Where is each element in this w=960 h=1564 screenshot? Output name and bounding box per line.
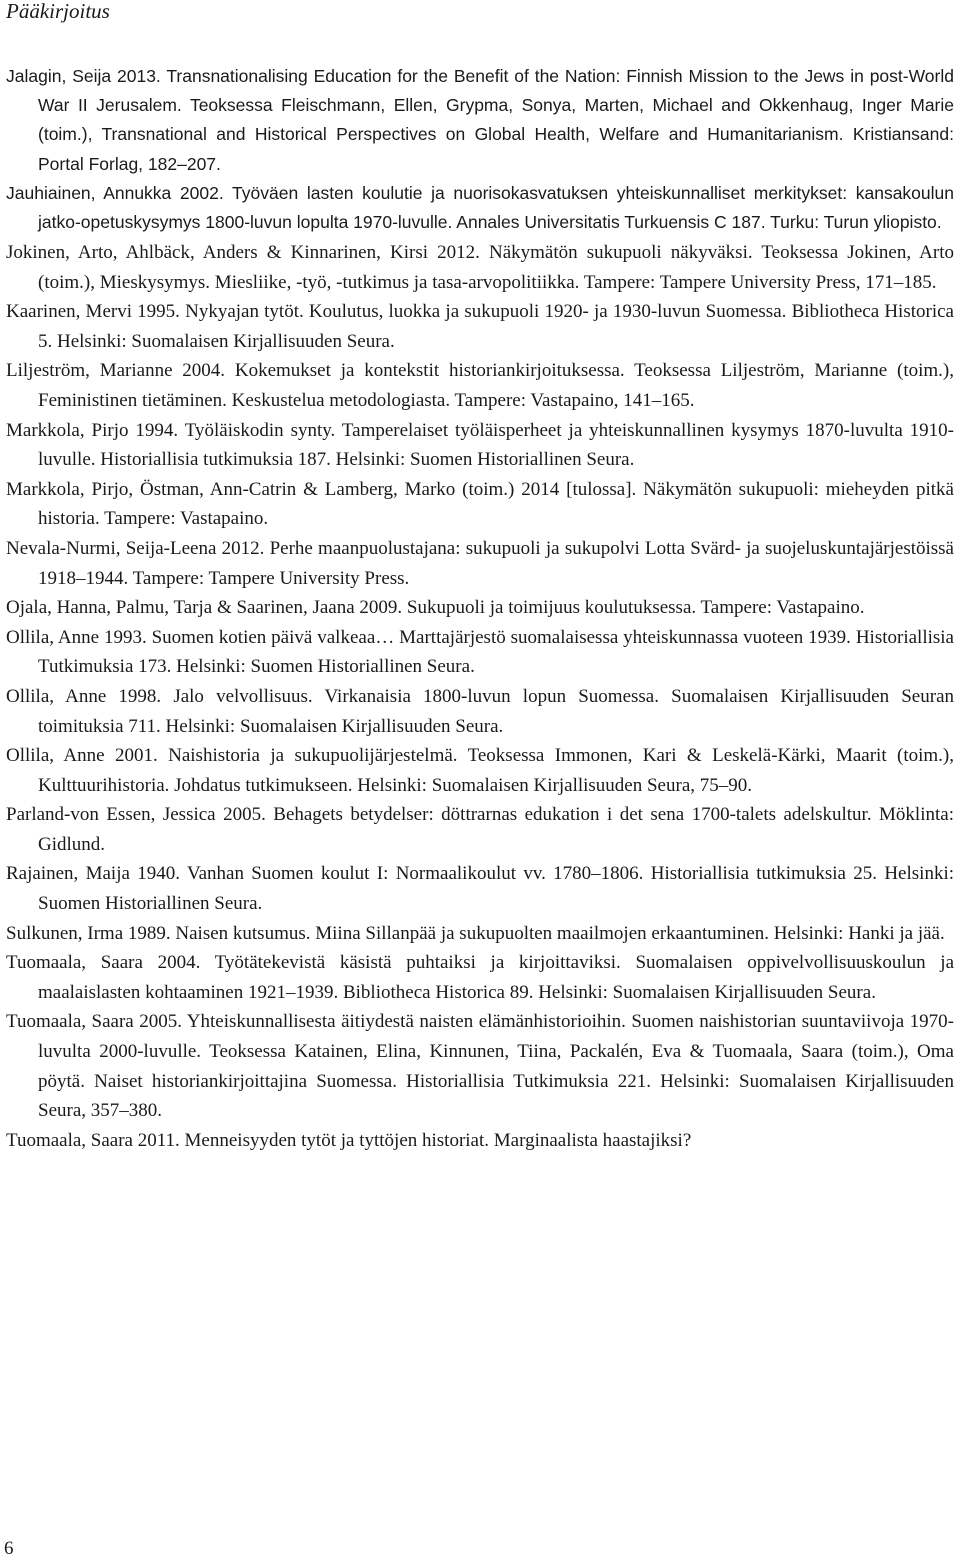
reference-entry: Ollila, Anne 1998. Jalo velvollisuus. Virkanaisia 1800-luvun lopun Suomessa. Suomalaisen Kirjallisuuden Seuran toimituksia 711. Helsinki: Suomalaisen Kirjallisuuden Seura.: [6, 685, 954, 737]
reference-list: [6, 62, 954, 1155]
reference-entry: Tuomaala, Saara 2004. Työtätekevistä käsistä puhtaiksi ja kirjoittaviksi. Suomalaisen oppivelvollisuuskoulun ja maalaislasten kohtaaminen 1921–1939. Bibliotheca Historica 89. Helsinki: Suomalaisen Kirjallisuuden Seura.: [6, 952, 954, 1003]
reference-entry: Kaarinen, Mervi 1995. Nykyajan tytöt. Koulutus, luokka ja sukupuoli 1920- ja 1930-luvun Suomessa. Bibliotheca Historica 5. Helsinki: Suomalaisen Kirjallisuuden Seura.: [6, 301, 954, 352]
reference-entry: Ollila, Anne 1993. Suomen kotien päivä valkeaa… Marttajärjestö suomalaisessa yhteiskunnassa vuoteen 1939. Historiallisia Tutkimuksia 173. Helsinki: Suomen Historiallinen Seura.: [6, 626, 954, 678]
reference-entry: Liljeström, Marianne 2004. Kokemukset ja kontekstit historiankirjoituksessa. Teoksessa Liljeström, Marianne (toim.), Feministinen tietäminen. Keskustelua metodologiasta. Tampere: Vastapaino, 141–165.: [6, 360, 954, 411]
reference-entry: Markkola, Pirjo, Östman, Ann-Catrin & Lamberg, Marko (toim.) 2014 [tulossa]. Näkymätön sukupuoli: mieheyden pitkä historia. Tampere: Vastapaino.: [6, 478, 954, 530]
reference-entry: Ollila, Anne 2001. Naishistoria ja sukupuolijärjestelmä. Teoksessa Immonen, Kari & Leskelä-Kärki, Maarit (toim.), Kulttuurihistoria. Johdatus tutkimukseen. Helsinki: Suomalaisen Kirjallisuuden Seura, 75–90.: [6, 745, 954, 796]
reference-entry: Markkola, Pirjo 1994. Työläiskodin synty. Tamperelaiset työläisperheet ja yhteiskunnallinen kysymys 1870-luvulta 1910-luvulle. Historiallisia tutkimuksia 187. Helsinki: Suomen Historiallinen Seura.: [6, 419, 954, 471]
reference-entry: Parland-von Essen, Jessica 2005. Behagets betydelser: döttrarnas edukation i det sena 1700-talets adelskultur. Möklinta: Gidlund.: [6, 804, 954, 855]
reference-entry: Nevala-Nurmi, Seija-Leena 2012. Perhe maanpuolustajana: sukupuoli ja sukupolvi Lotta Svärd- ja suojeluskuntajärjestöissä 1918–1944. Tampere: Tampere University Press.: [6, 537, 954, 589]
reference-entry: Jauhiainen, Annukka 2002. Työväen lasten koulutie ja nuorisokasvatuksen yhteiskunnalliset merkitykset: kansakoulun jatko-opetuskysymys 1800-luvun lopulta 1970-luvulle. Annales Universitatis Turkuensis C 187. Turku: Turun yliopisto.: [6, 182, 954, 233]
reference-entry: Tuomaala, Saara 2011. Menneisyyden tytöt ja tyttöjen historiat. Marginaalista haastajiksi?: [6, 1129, 692, 1151]
running-header: Pääkirjoitus: [6, 0, 110, 23]
reference-entry: Jalagin, Seija 2013. Transnationalising Education for the Benefit of the Nation: Finnish Mission to the Jews in post-World War II Jerusalem. Teoksessa Fleischmann, Ellen, Grypma, Sonya, Marten, Michael and Okkenhaug, Inger Marie (toim.), Transnational and Historical Perspectives on Global Health, Welfare and Humanitarianism. Kristiansand: Portal Forlag, 182–207.: [6, 66, 954, 174]
reference-entry: Ojala, Hanna, Palmu, Tarja & Saarinen, Jaana 2009. Sukupuoli ja toimijuus koulutuksessa. Tampere: Vastapaino.: [6, 597, 865, 619]
reference-entry: Rajainen, Maija 1940. Vanhan Suomen koulut I: Normaalikoulut vv. 1780–1806. Historiallisia tutkimuksia 25. Helsinki: Suomen Historiallinen Seura.: [6, 863, 954, 915]
reference-entry: Sulkunen, Irma 1989. Naisen kutsumus. Miina Sillanpää ja sukupuolten maailmojen erkaantuminen. Helsinki: Hanki ja jää.: [6, 922, 945, 944]
reference-entry: Jokinen, Arto, Ahlbäck, Anders & Kinnarinen, Kirsi 2012. Näkymätön sukupuoli näkyväksi. Teoksessa Jokinen, Arto (toim.), Mieskysymys. Miesliike, -työ, -tutkimus ja tasa-arvopolitiikka. Tampere: Tampere University Press, 171–185.: [6, 242, 954, 293]
reference-entry: Tuomaala, Saara 2005. Yhteiskunnallisesta äitiydestä naisten elämänhistorioihin. Suomen naishistorian suuntaviivoja 1970-luvulta 2000-luvulle. Teoksessa Katainen, Elina, Kinnunen, Tiina, Packalén, Eva & Tuomaala, Saara (toim.), Oma pöytä. Naiset historiankirjoittajina Suomessa. Historiallisia Tutkimuksia 221. Helsinki: Suomalaisen Kirjallisuuden Seura, 357–380.: [6, 1011, 954, 1122]
page-number: 6: [4, 1538, 14, 1559]
